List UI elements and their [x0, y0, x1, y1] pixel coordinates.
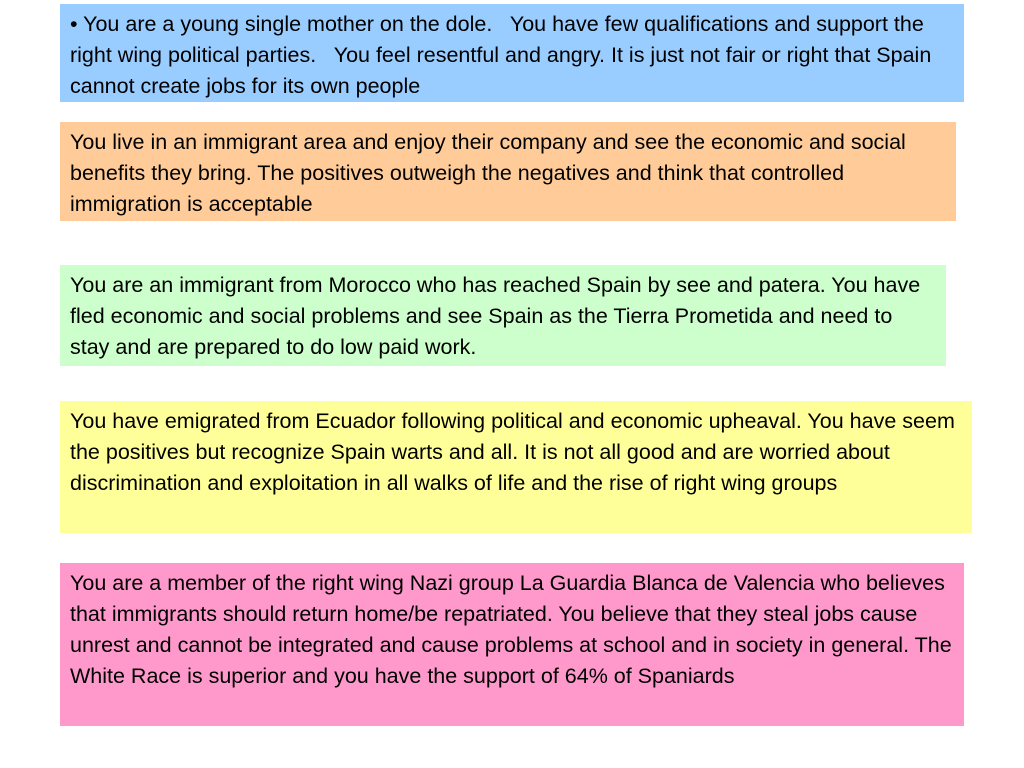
role-card-single-mother: • You are a young single mother on the dole. You have few qualifications and support the right wing political parties. You feel resentful and angry. It is just not fair or right that Spain cannot create jobs for its own people: [60, 4, 964, 102]
role-card-ecuadorian-emigrant: You have emigrated from Ecuador following political and economic upheaval. You have seem the positives but recognize Spain warts and all. It is not all good and are worried about discrimination and exploitation in all walks of life and the rise of right wing groups: [60, 401, 972, 533]
role-card-immigrant-area-resident: You live in an immigrant area and enjoy their company and see the economic and social benefits they bring. The positives outweigh the negatives and think that controlled immigration is acceptable: [60, 122, 956, 221]
role-card-right-wing-group-member: You are a member of the right wing Nazi group La Guardia Blanca de Valencia who believes that immigrants should return home/be repatriated. You believe that they steal jobs cause unrest and cannot be integrated and cause problems at school and in society in general. The White Race is superior and you have the support of 64% of Spaniards: [60, 563, 964, 726]
role-card-moroccan-immigrant: You are an immigrant from Morocco who has reached Spain by see and patera. You have fled economic and social problems and see Spain as the Tierra Prometida and need to stay and are prepared to do low paid work.: [60, 265, 946, 366]
